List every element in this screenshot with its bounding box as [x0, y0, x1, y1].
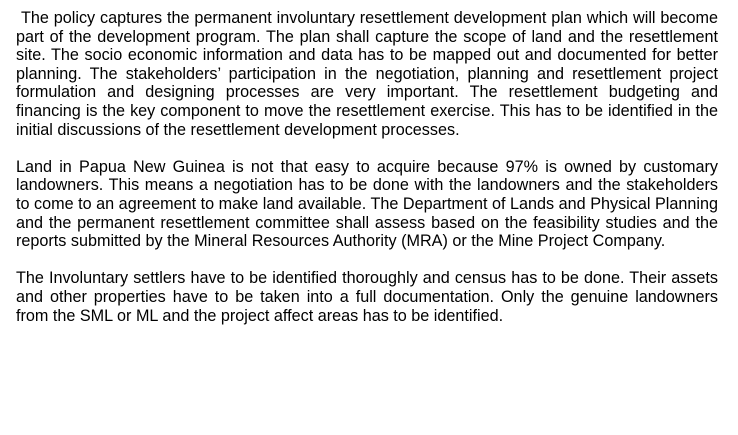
paragraph-land-acquisition: Land in Papua New Guinea is not that easy to acquire because 97% is owned by customary landowners. This means a negotiation has to be done with the landowners and the stakeholders to come to an agreement to make land available. The Department of Lands and Physical Planning and the permanent resettlement committee shall assess based on the feasibility studies and the reports submitted by the Mineral Resources Authority (MRA) or the Mine Project Company.	[16, 157, 718, 251]
paragraph-involuntary-settlers: The Involuntary settlers have to be identified thoroughly and census has to be done. Their assets and other properties have to be taken into a full documentation. Only the genuine landowners from the SML or ML and the project affect areas has to be identified.	[16, 269, 718, 325]
paragraph-resettlement-plan: The policy captures the permanent involuntary resettlement development plan which will become part of the development program. The plan shall capture the scope of land and the resettlement site. The socio economic information and data has to be mapped out and documented for better planning. The stakeholders’ participation in the negotiation, planning and resettlement project formulation and designing processes are very important. The resettlement budgeting and financing is the key component to move the resettlement exercise. This has to be identified in the initial discussions of the resettlement development processes.	[16, 9, 718, 139]
document-body	[16, 9, 718, 325]
